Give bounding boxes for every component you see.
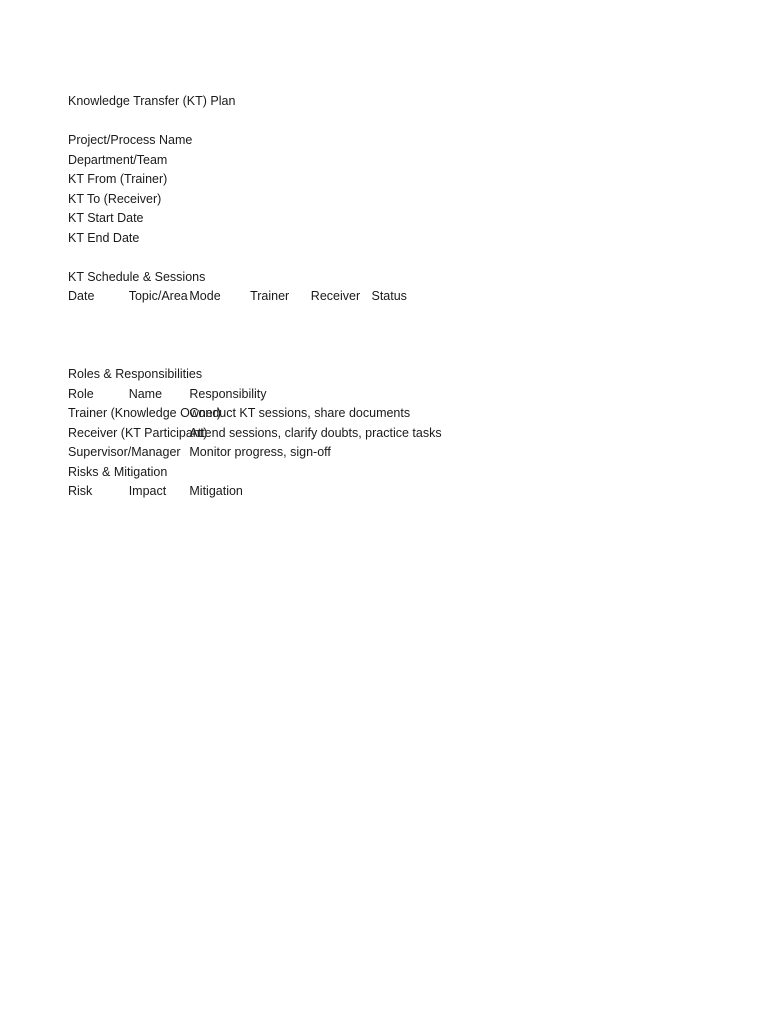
blank-row	[68, 248, 708, 268]
field-kt-from[interactable]: KT From (Trainer)	[68, 172, 168, 186]
roles-header-responsibility[interactable]: Responsibility	[189, 386, 267, 401]
schedule-header-topic[interactable]: Topic/Area	[128, 289, 188, 303]
roles-row-supervisor	[68, 443, 708, 463]
roles-heading-row	[68, 365, 708, 385]
risks-header-impact[interactable]: Impact	[128, 484, 167, 498]
field-department-team[interactable]: Department/Team	[68, 152, 168, 167]
risks-header-risk[interactable]: Risk	[68, 484, 93, 498]
info-row	[68, 190, 708, 210]
schedule-header-row	[68, 287, 708, 307]
role-cell[interactable]: Trainer (Knowledge Owner)	[68, 406, 222, 420]
schedule-header-date[interactable]: Date	[68, 289, 95, 303]
roles-header-role[interactable]: Role	[68, 386, 94, 401]
schedule-heading[interactable]: KT Schedule & Sessions	[68, 269, 206, 284]
info-row	[68, 151, 708, 171]
blank-row	[68, 346, 708, 366]
responsibility-cell[interactable]: Monitor progress, sign-off	[189, 445, 331, 459]
info-row	[68, 131, 708, 151]
title-row	[68, 92, 708, 112]
roles-row-trainer	[68, 404, 708, 424]
blank-row	[68, 307, 708, 327]
schedule-header-status[interactable]: Status	[371, 289, 407, 303]
spreadsheet-page	[68, 92, 708, 502]
role-cell[interactable]: Receiver (KT Participant)	[68, 425, 208, 440]
schedule-heading-row	[68, 268, 708, 288]
info-row	[68, 209, 708, 229]
field-project-process-name[interactable]: Project/Process Name	[68, 133, 193, 147]
roles-header-name[interactable]: Name	[128, 386, 163, 401]
blank-row	[68, 112, 708, 132]
schedule-header-trainer[interactable]: Trainer	[250, 289, 290, 303]
risks-header-row	[68, 482, 708, 502]
responsibility-cell[interactable]: Attend sessions, clarify doubts, practice tasks	[189, 425, 442, 440]
schedule-header-receiver[interactable]: Receiver	[310, 289, 361, 303]
risks-heading[interactable]: Risks & Mitigation	[68, 464, 168, 479]
field-kt-to[interactable]: KT To (Receiver)	[68, 191, 162, 206]
risks-header-mitigation[interactable]: Mitigation	[189, 484, 243, 498]
field-kt-end-date[interactable]: KT End Date	[68, 230, 140, 245]
info-row	[68, 170, 708, 190]
role-cell[interactable]: Supervisor/Manager	[68, 445, 181, 459]
roles-heading[interactable]: Roles & Responsibilities	[68, 367, 203, 381]
field-kt-start-date[interactable]: KT Start Date	[68, 211, 144, 225]
responsibility-cell[interactable]: Conduct KT sessions, share documents	[189, 406, 411, 420]
roles-row-receiver	[68, 424, 708, 444]
document-title[interactable]: Knowledge Transfer (KT) Plan	[68, 94, 236, 108]
roles-header-row	[68, 385, 708, 405]
risks-heading-row	[68, 463, 708, 483]
schedule-header-mode[interactable]: Mode	[189, 289, 221, 303]
info-row	[68, 229, 708, 249]
blank-row	[68, 326, 708, 346]
